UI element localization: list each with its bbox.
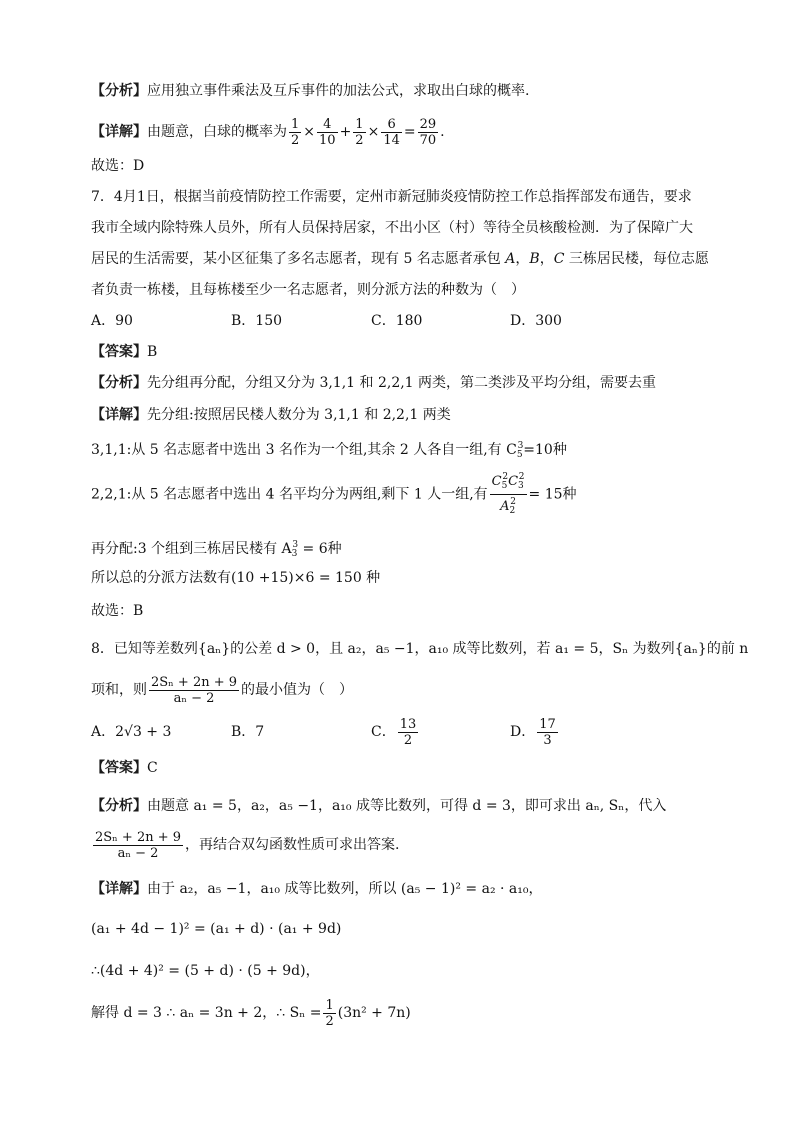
fraction (381, 117, 402, 148)
q7-detail-2: 3,1,1:从 5 名志愿者中选出 3 名作为一个组,其余 2 人各自一组,有 $C_5^3=10$种 (91, 441, 567, 460)
fraction (289, 117, 301, 148)
analysis-tag: 【分析】 (91, 83, 147, 99)
fraction-denominator: 70 (419, 132, 437, 148)
fraction (317, 117, 338, 148)
fraction-denominator: 2 (291, 132, 300, 148)
q8-answer (91, 759, 158, 777)
detail-text: 3,1,1:从 5 名志愿者中选出 3 名作为一个组,其余 2 人各自一组,有 C (91, 442, 517, 458)
var-a: A (505, 251, 516, 267)
fraction-numerator: 1 (355, 116, 364, 132)
detail-line: 【详解】由题意，白球的概率为 $\frac{1}{2}$ × $\frac{4}{10}$ + $\frac{1}{2}$ × $\frac{6}{14}$ = $\frac{29}{70}$ . (91, 116, 445, 148)
fraction (418, 117, 439, 148)
analysis-line (91, 82, 529, 100)
fraction-numerator: 1 (325, 997, 334, 1013)
q7-option-d: D．300 (510, 313, 562, 329)
conclusion: 故选：D (91, 158, 145, 174)
fraction-denominator: 14 (383, 132, 400, 148)
fraction (398, 717, 419, 748)
q8-option-d (510, 715, 560, 749)
fraction-numerator: 2Sₙ + 2n + 9 (151, 674, 238, 690)
q7-detail-4: 再分配:3 个组到三栋居民楼有 $A_3^3 = 6$种 (91, 540, 342, 559)
detail-text: = 15种 (528, 486, 577, 503)
q7-answer (91, 343, 157, 361)
detail-text: = 6种 (298, 541, 342, 557)
detail-text: 先分组:按照居民楼人数分为 3,1,1 和 2,2,1 两类 (147, 407, 451, 423)
detail-tag: 【详解】 (91, 881, 147, 897)
q7-detail-5: 所以总的分派方法数有(10 +15)×6 = 150 种 (91, 570, 381, 586)
q7-option-c: C．180 (371, 313, 423, 329)
q7-stem-text: 居民的生活需要，某小区征集了多名志愿者，现有 5 名志愿者承包 (91, 251, 506, 267)
detail-text: =10种 (523, 442, 567, 458)
answer-value: B (147, 344, 158, 360)
q8-detail-1 (91, 880, 542, 898)
analysis-tag: 【分析】 (91, 375, 147, 391)
q7-detail-1 (91, 406, 451, 424)
detail-text: 由题意，白球的概率为 (147, 124, 287, 140)
q7-stem-line-4: 者负责一栋楼，且每栋楼至少一名志愿者，则分派方法的种数为（ ） (91, 282, 525, 298)
analysis-text: 应用独立事件乘法及互斥事件的加法公式，求取出白球的概率. (147, 83, 530, 99)
q7-stem-line-1: 7．4月1日，根据当前疫情防控工作需要，定州市新冠肺炎疫情防控工作总指挥部发布通告，要求 (91, 189, 692, 205)
analysis-tag: 【分析】 (91, 798, 147, 814)
q8-stem-line-2 (91, 670, 353, 710)
analysis-text: 由题意 a₁ = 5，a₂，a₅ −1，a₁₀ 成等比数列，可得 d = 3，即可求出 aₙ, Sₙ，代入 (147, 798, 667, 814)
fraction-numerator: 13 (399, 716, 417, 732)
q8-stem-text: 的最小值为（ ） (241, 682, 354, 698)
fraction (537, 717, 558, 748)
fraction (353, 117, 365, 148)
fraction (149, 675, 239, 706)
fraction-denominator: 10 (319, 132, 336, 148)
detail-tag: 【详解】 (91, 124, 147, 140)
fraction-denominator: aₙ − 2 (173, 690, 215, 706)
detail-text: 由于 a₂，a₅ −1，a₁₀ 成等比数列，所以 (a₅ − 1)² = a₂ · a₁₀， (147, 881, 543, 897)
fraction-numerator: 2Sₙ + 2n + 9 (95, 829, 182, 845)
q7-detail-3 (91, 470, 577, 516)
fraction (323, 998, 335, 1029)
analysis-text: ，再结合双勾函数性质可求出答案. (185, 837, 400, 853)
answer-tag: 【答案】 (91, 760, 147, 776)
q7-stem-line-3: 居民的生活需要，某小区征集了多名志愿者，现有 5 名志愿者承包 A，B，C 三栋居民楼，每位志愿 (91, 251, 709, 267)
fraction-denominator: aₙ − 2 (117, 845, 159, 861)
fraction-numerator: 29 (419, 116, 437, 132)
detail-text: 2,2,1:从 5 名志愿者中选出 4 名平均分为两组,剩下 1 人一组,有 (91, 486, 488, 503)
q7-stem-line-2: 我市全域内除特殊人员外，所有人员保持居家，不出小区（村）等待全员核酸检测．为了保障广大 (91, 220, 693, 236)
q8-detail-2: (a₁ + 4d − 1)² = (a₁ + d) · (a₁ + 9d) (91, 921, 342, 937)
detail-text: 解得 d = 3 ∴ aₙ = 3n + 2，∴ Sₙ = (91, 1005, 322, 1021)
detail-text: 再分配:3 个组到三栋居民楼有 A (91, 541, 292, 557)
var-c: C (553, 251, 565, 267)
detail-tag: 【详解】 (91, 407, 147, 423)
q7-option-b: B．150 (231, 313, 283, 329)
q7-stem-text: 三栋居民楼，每位志愿 (564, 251, 709, 267)
combination-fraction: $\frac{C_5^2C_3^2}{A_2^2}$ (491, 472, 525, 516)
fraction (93, 830, 183, 861)
var-b: B (529, 251, 540, 267)
q8-analysis-2 (91, 825, 399, 865)
q8-detail-3: ∴(4d + 4)² = (5 + d) · (5 + 9d)， (91, 963, 320, 979)
q8-stem-text: 项和，则 (91, 682, 147, 698)
q8-detail-4 (91, 996, 411, 1030)
q7-analysis (91, 374, 656, 392)
q7-option-a: A．90 (91, 313, 133, 329)
fraction-numerator: 4 (317, 117, 338, 133)
answer-tag: 【答案】 (91, 344, 147, 360)
fraction-denominator: 2 (325, 1013, 334, 1029)
fraction-denominator: 3 (543, 732, 552, 748)
analysis-text: 先分组再分配，分组又分为 3,1,1 和 2,2,1 两类，第二类涉及平均分组，需要去重 (147, 375, 657, 391)
fraction-denominator: 2 (403, 732, 413, 748)
fraction-numerator: 6 (381, 117, 402, 133)
q7-conclusion: 故选：B (91, 603, 144, 619)
q8-stem-line-1: 8．已知等差数列{aₙ}的公差 d > 0，且 a₂，a₅ −1，a₁₀ 成等比数列，若 a₁ = 5，Sₙ 为数列{aₙ}的前 n (91, 641, 749, 657)
option-label: D． (510, 724, 536, 740)
q8-option-a: A．2√3 + 3 (91, 724, 172, 740)
q8-option-b: B．7 (231, 724, 265, 740)
answer-value: C (147, 760, 158, 776)
fraction-numerator: 1 (291, 116, 300, 132)
q8-analysis-1 (91, 797, 666, 815)
fraction-numerator: 17 (539, 716, 556, 732)
q8-option-c (371, 715, 420, 749)
fraction-denominator: 2 (355, 132, 364, 148)
option-label: C． (371, 724, 396, 740)
detail-text: (3n² + 7n) (337, 1005, 411, 1021)
